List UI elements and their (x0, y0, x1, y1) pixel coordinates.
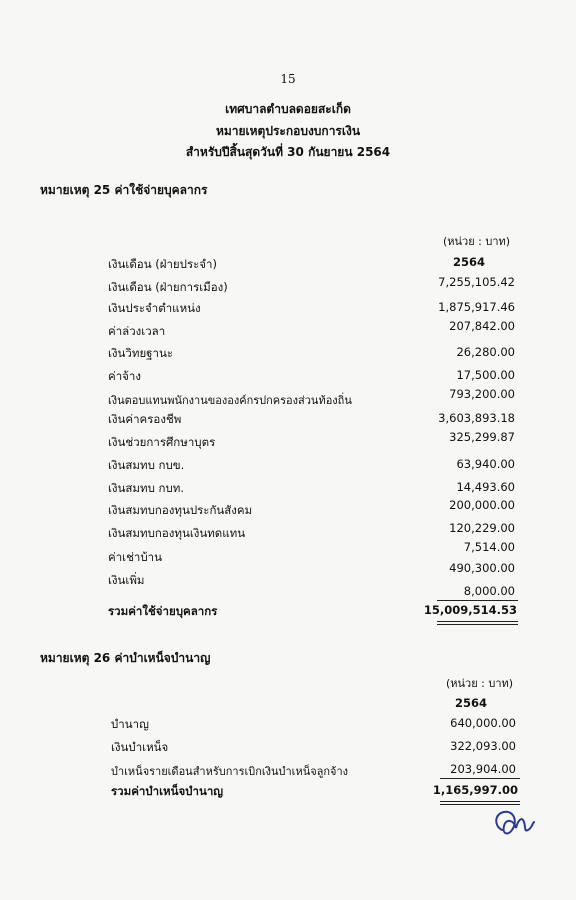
row-amount: 26,280.00 (456, 345, 515, 359)
table-row (0, 430, 576, 456)
row-amount: 3,603,893.18 (438, 411, 515, 425)
total-amount: 1,165,997.00 (432, 783, 518, 797)
row-label: เงินช่วยการศึกษาบุตร (108, 435, 216, 449)
page-number: 15 (280, 72, 296, 86)
signature-mark (488, 800, 536, 844)
total-label: รวมค่าบำเหน็จบำนาญ (111, 784, 224, 798)
row-amount: 1,875,917.46 (438, 300, 515, 314)
row-amount: 7,255,105.42 (438, 275, 515, 289)
row-label: เงินสมทบ กบข. (108, 458, 185, 472)
subtotal-rule (440, 778, 520, 779)
table-row (0, 319, 576, 345)
table-row (0, 716, 576, 738)
table-row (0, 457, 576, 479)
row-amount: 200,000.00 (449, 498, 515, 512)
table-row (0, 345, 576, 367)
row-label: เงินเดือน (ฝ่ายประจำ) (108, 257, 217, 271)
row-amount: 207,842.00 (449, 319, 515, 333)
row-label: เงินเพิ่ม (108, 573, 145, 587)
table-row (0, 387, 576, 413)
row-amount: 8,000.00 (463, 584, 515, 598)
row-label: เงินเดือน (ฝ่ายการเมือง) (108, 280, 228, 294)
row-amount: 63,940.00 (456, 457, 515, 471)
row-label: ค่าจ้าง (108, 369, 141, 383)
double-rule-top (437, 621, 518, 622)
row-amount: 640,000.00 (450, 716, 516, 730)
row-label: เงินตอบแทนพนักงานขององค์กรปกครองส่วนท้องถิ่น (108, 394, 352, 407)
row-amount: 325,299.87 (449, 430, 515, 444)
table-row (0, 739, 576, 761)
note-25-title: หมายเหตุ 25 ค่าใช้จ่ายบุคลากร (40, 183, 208, 197)
row-label: บำนาญ (111, 717, 149, 731)
note-26-title: หมายเหตุ 26 ค่าบำเหน็จบำนาญ (40, 651, 211, 665)
row-amount: 7,514.00 (463, 540, 515, 554)
table-row (0, 275, 576, 301)
row-label: บำเหน็จรายเดือนสำหรับการเบิกเงินบำเหน็จลูกจ้าง (111, 765, 349, 778)
note-25-unit: (หน่วย : บาท) (443, 235, 511, 248)
row-amount: 793,200.00 (449, 387, 515, 401)
row-label: เงินวิทยฐานะ (108, 346, 174, 360)
row-amount: 322,093.00 (450, 739, 516, 753)
org-name: เทศบาลตำบลดอยสะเก็ด (225, 102, 351, 116)
row-amount: 14,493.60 (456, 480, 515, 494)
report-period: สำหรับปีสิ้นสุดวันที่ 30 กันยายน 2564 (185, 145, 391, 159)
note-26-unit: (หน่วย : บาท) (446, 677, 514, 690)
row-label: เงินสมทบ กบท. (108, 481, 185, 495)
table-row (0, 762, 576, 784)
row-label: เงินสมทบกองทุนเงินทดแทน (108, 526, 246, 540)
row-label: ค่าล่วงเวลา (108, 324, 166, 338)
row-amount: 120,229.00 (449, 521, 515, 535)
total-amount: 15,009,514.53 (423, 603, 517, 617)
report-title: หมายเหตุประกอบงบการเงิน (215, 124, 361, 138)
row-label: ค่าเช่าบ้าน (108, 550, 162, 564)
row-amount: 203,904.00 (450, 762, 516, 776)
subtotal-rule (437, 600, 518, 601)
row-amount: 490,300.00 (449, 561, 515, 575)
note-25-year: 2564 (453, 255, 486, 269)
row-label: เงินค่าครองชีพ (108, 412, 182, 426)
row-label: เงินสมทบกองทุนประกันสังคม (108, 503, 253, 517)
note-26-year: 2564 (455, 696, 488, 710)
row-label: เงินประจำตำแหน่ง (108, 301, 201, 315)
row-amount: 17,500.00 (456, 368, 515, 382)
double-rule-bottom (437, 624, 518, 625)
row-label: เงินบำเหน็จ (111, 740, 169, 754)
total-label: รวมค่าใช้จ่ายบุคลากร (108, 604, 218, 618)
